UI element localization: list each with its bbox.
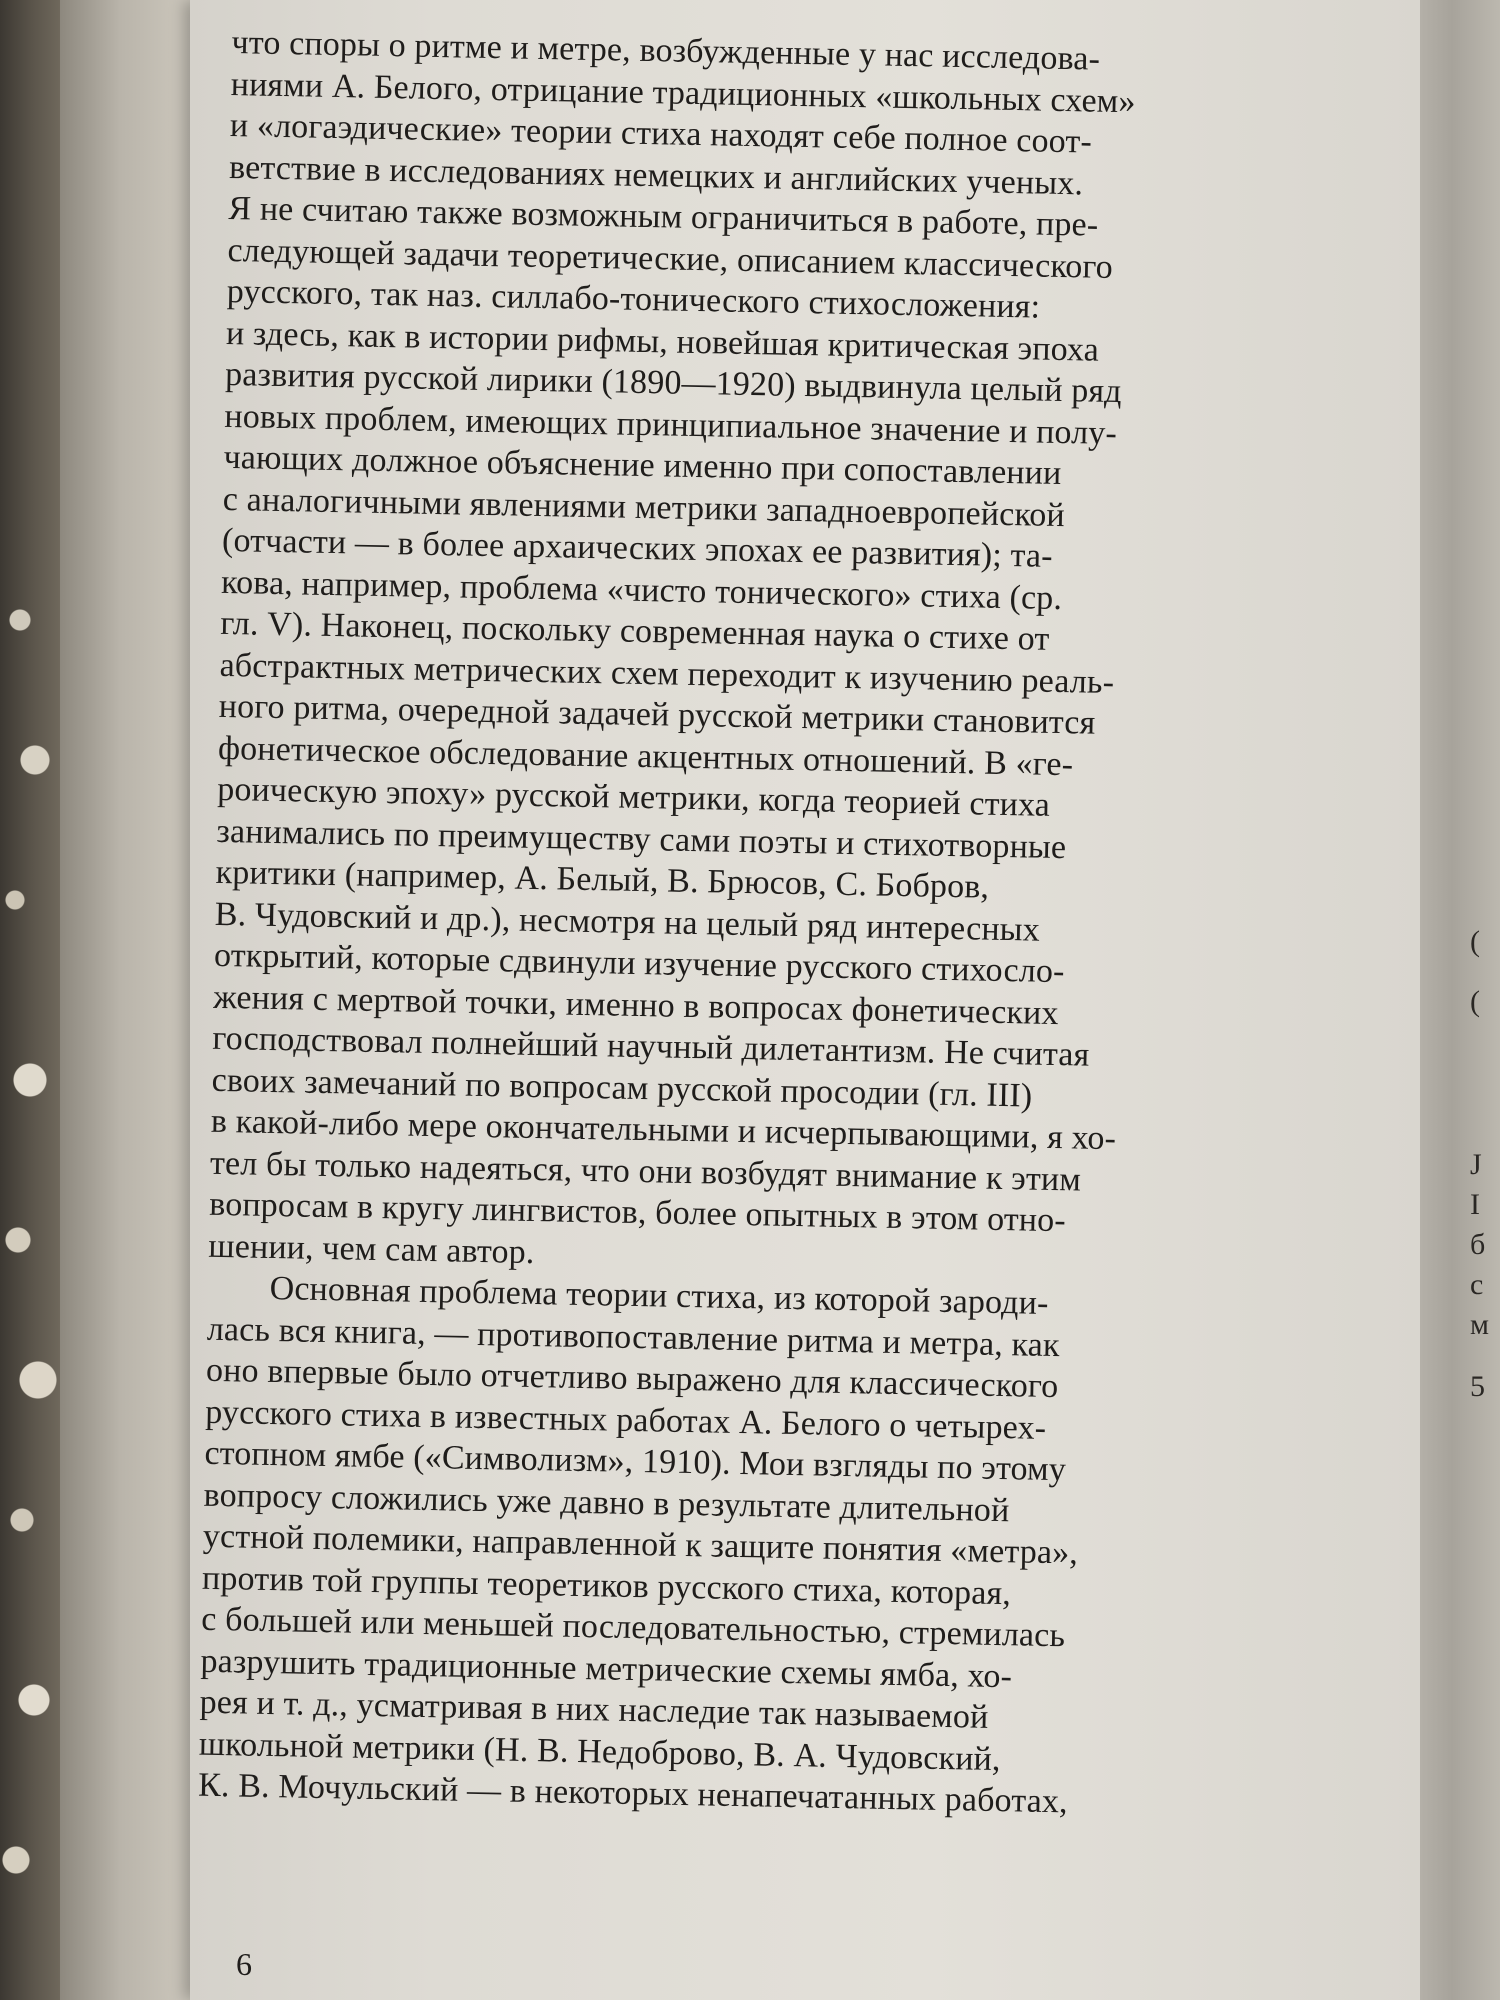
facing-page-fragment: ( [1470, 925, 1480, 958]
text-line: шении, чем сам автор. [208, 1227, 535, 1271]
text-line: гл. V). Наконец, поскольку современная наука о стихе от [220, 604, 1050, 658]
text-line: в какой-либо мере окончательными и исчерпывающими, я хо- [210, 1102, 1117, 1158]
text-line: ветствие в исследованиях немецких и английских ученых. [228, 148, 1084, 202]
facing-page-fragment: с [1470, 1268, 1484, 1301]
text-line: тел бы только надеяться, что они возбудят внимание к этим [209, 1144, 1082, 1199]
body-text [198, 22, 1392, 1828]
text-line: развития русской лирики (1890—1920) выдвинула целый ряд [224, 355, 1123, 411]
text-line: вопросам в кругу лингвистов, более опытных в этом отно- [208, 1185, 1067, 1240]
text-line: фонетическое обследование акцентных отношений. В «ге- [217, 729, 1074, 783]
text-line: жения с мертвой точки, именно в вопросах фонетических [212, 978, 1059, 1032]
book-gutter [1420, 0, 1500, 2000]
text-line: чающих должное объяснение именно при сопоставлении [223, 438, 1062, 493]
text-line: абстрактных метрических схем переходит к изучению реаль- [219, 646, 1115, 701]
text-line: открытий, которые сдвинули изучение русского стихосло- [213, 936, 1065, 991]
facing-page-fragment: б [1470, 1228, 1486, 1261]
text-line: школьной метрики (Н. В. Недоброво, В. А. Чудовский, [198, 1725, 1001, 1778]
text-line: В. Чудовский и др.), несмотря на целый ряд интересных [214, 895, 1041, 949]
text-line: К. В. Мочульский — в некоторых ненапечатанных работах, [197, 1766, 1069, 1821]
text-line: кова, например, проблема «чисто тонического» стиха (ср. [220, 563, 1063, 617]
text-line: следующей задачи теоретические, описанием классического [227, 231, 1114, 286]
facing-page-fragment: J [1470, 1148, 1482, 1181]
text-line: занимались по преимуществу сами поэты и стихотворные [216, 812, 1067, 866]
text-line: и здесь, как в истории рифмы, новейшая критическая эпоха [225, 314, 1100, 369]
book-cover-edge [0, 0, 60, 2000]
text-line: разрушить традиционные метрические схемы ямба, хо- [200, 1642, 1013, 1695]
text-line: с большей или меньшей последовательностью, стремилась [200, 1600, 1066, 1655]
text-line: критики (например, А. Белый, В. Брюсов, С. Бобров, [215, 853, 990, 906]
text-line: русского, так наз. силлабо-тонического стихосложения: [226, 272, 1041, 326]
text-line: устной полемики, направленной к защите понятия «метра», [202, 1517, 1079, 1572]
text-line: новых проблем, имеющих принципиальное значение и полу- [224, 397, 1118, 452]
text-line: ного ритма, очередной задачей русской метрики становится [218, 687, 1096, 742]
page-stack-edge [60, 0, 210, 2000]
text-line: господствовал полнейший научный дилетантизм. Не считая [212, 1019, 1090, 1074]
text-line: лась вся книга, — противопоставление ритма и метра, как [206, 1310, 1061, 1364]
text-line: своих замечаний по вопросам русской просодии (гл. III) [211, 1061, 1033, 1115]
page-number: 6 [236, 1946, 252, 1982]
text-line: и «логаэдические» теории стиха находят себе полное соот- [229, 106, 1093, 161]
text-line: Я не считаю также возможным ограничиться в работе, пре- [228, 189, 1099, 244]
text-line: русского стиха в известных работах А. Белого о четырех- [204, 1393, 1047, 1447]
text-line: что споры о ритме и метре, возбужденные у нас исследова- [231, 23, 1101, 78]
text-line: ниями А. Белого, отрицание традиционных «школьных схем» [230, 65, 1136, 120]
facing-page-fragment: ( [1470, 985, 1480, 1018]
text-line: роическую эпоху» русской метрики, когда теорией стиха [216, 770, 1051, 824]
text-line: с аналогичными явлениями метрики западноевропейской [222, 480, 1066, 534]
facing-page-fragment: м [1470, 1308, 1489, 1341]
text-line: стопном ямбе («Символизм», 1910). Мои взгляды по этому [204, 1434, 1067, 1489]
facing-page-fragment: 5 [1470, 1370, 1485, 1403]
text-line: против той группы теоретиков русского стиха, которая, [201, 1559, 1012, 1612]
facing-page-fragment: I [1470, 1188, 1480, 1221]
text-line: рея и т. д., усматривая в них наследие так называемой [199, 1683, 989, 1736]
paragraph-start-line: Основная проблема теории стиха, из которой зароди- [269, 1269, 1049, 1322]
text-line: (отчасти — в более архаических эпохах ее развития); та- [221, 521, 1054, 575]
text-line: вопросу сложились уже давно в результате длительной [203, 1476, 1010, 1529]
text-line: оно впервые было отчетливо выражено для классического [205, 1351, 1059, 1406]
